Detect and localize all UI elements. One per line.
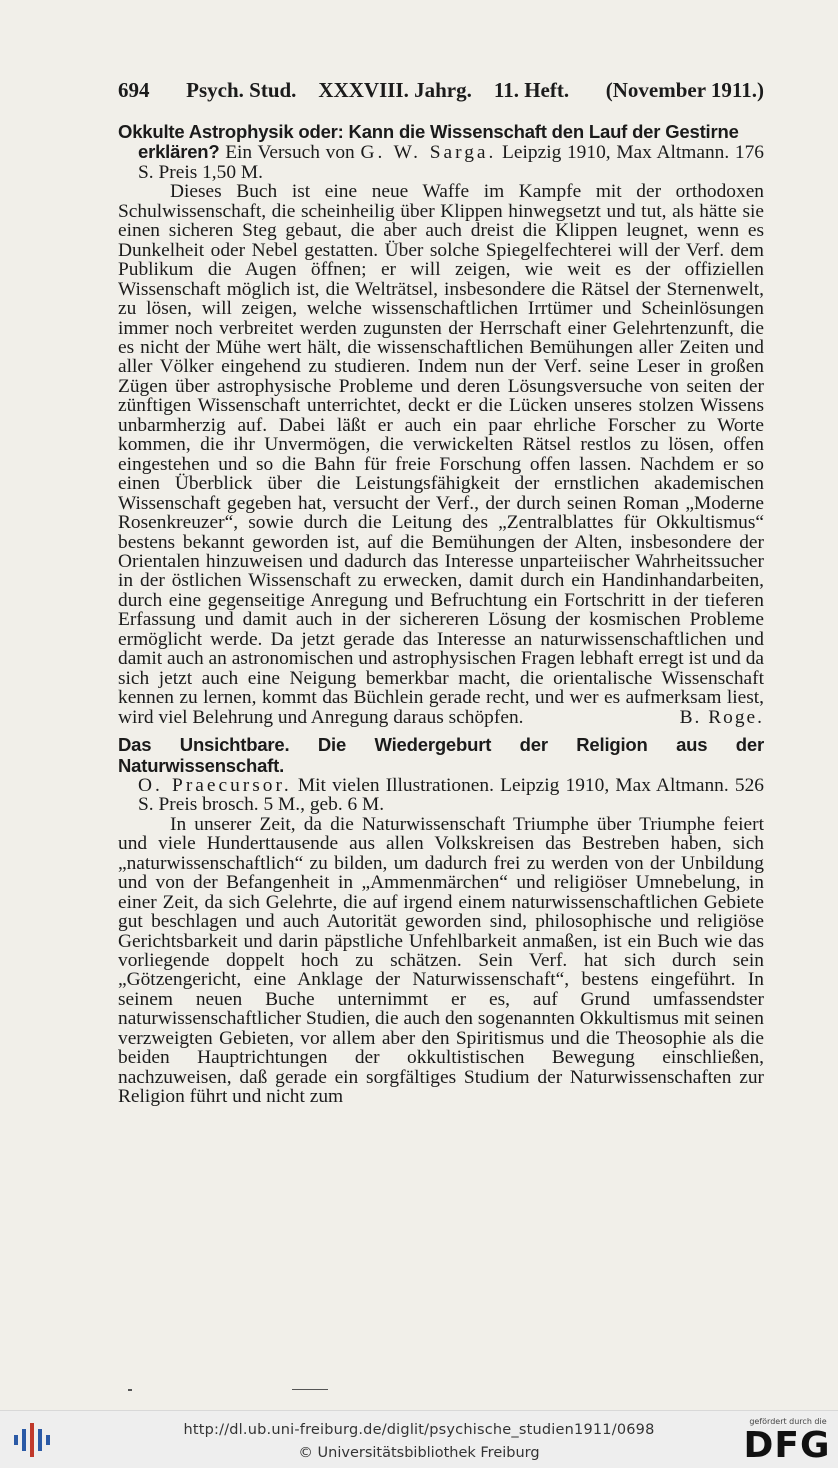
page-number: 694 [118, 78, 150, 102]
book-author-2: O. Praecursor. [138, 774, 292, 796]
review-heading-2 [118, 735, 764, 815]
journal-title [186, 78, 569, 103]
issue-date: (November 1911.) [605, 78, 764, 102]
permalink-url[interactable]: http://dl.ub.uni-freiburg.de/diglit/psychische_studien1911/0698 [183, 1422, 655, 1438]
print-rule [292, 1389, 328, 1390]
review-text-2 [118, 815, 764, 1107]
volume-year: XXXVIII. Jahrg. [318, 78, 472, 102]
review-text-1 [118, 182, 764, 727]
journal-abbrev: Psych. Stud. [186, 78, 297, 102]
dfg-logo[interactable]: DFG [743, 1425, 831, 1466]
dfg-funding-note: gefördert durch die [749, 1417, 827, 1426]
book-title-2: Das Unsichtbare. Die Wiedergeburt der Religion aus der Naturwissenschaft. [118, 734, 764, 776]
review-heading-1 [118, 122, 764, 182]
review-body-2: In unserer Zeit, da die Naturwissenschaft Triumphe über Triumphe feiert und viele Hunderttausende aus allen Volkskreisen das Bestreben haben, sich „naturwissenschaftlich“ zu bilden, um dadurch frei zu werden von der Unbildung und von der Befangenheit in „Ammenmärchen“ und religiöser Umnebelung, in einer Zeit, da sich Gelehrte, die auf irgend einem naturwissenschaftlichen Gebiete gut beschlagen und auch Autorität geworden sind, philosophische und religiöse Gerichtsbarkeit und darin päpstliche Unfehlbarkeit anmaßen, ist ein Buch wie das vorliegende doppelt hoch zu schätzen. Sein Verf. hat sich durch sein „Götzengericht, eine Anklage der Naturwissenschaft“, bestens eingeführt. In seinem neuen Buche unternimmt er es, auf Grund umfassendster naturwissenschaftlicher Studien, die auch den sogenannten Okkultismus mit seinen verzweigten Gebieten, vor allem aber den Spiritismus und die Theosophie als die beiden Hauptrichtungen der okkultistischen Bewegung einschließen, nachzuweisen, daß gerade ein sorgfältiges Studium der Naturwissenschaften zur Religion führt und nicht zum [118, 813, 764, 1108]
print-mark [128, 1389, 132, 1391]
publication-text-1b: Leipzig 1910, Max Altmann. 176 S. Preis 1,50 M. [138, 142, 764, 183]
reviewer-signature: B. Roge. [679, 706, 764, 728]
viewer-footer [0, 1410, 838, 1468]
book-title-1a: Okkulte Astrophysik oder: Kann die Wissenschaft den Lauf der Gestirne [118, 121, 739, 142]
review-body-1: Dieses Buch ist eine neue Waffe im Kampfe mit der orthodoxen Schulwissenschaft, die scheinheilig über Klippen hinwegsetzt und tut, als hätte sie einen sicheren Steg gebaut, die aber auch dreist die Klippen leugnet, wenn es Dunkelheit oder Nebel gestatten. Über solche Spiegelfechterei will der Verf. dem Publikum die Augen öffnen; er will zeigen, wie weit es der offiziellen Wissenschaft möglich ist, die Welträtsel, insbesondere die Rätsel der Sternenwelt, zu lösen, will zeigen, welche wissenschaftlichen Irrtümer und Scheinlösungen immer noch verbreitet werden zugunsten der Herrschaft einer Gelehrtenzunft, die es nicht der Mühe wert hält, die wissenschaftlichen Bemühungen aller Zeiten und aller Völker eingehend zu studieren. Indem nun der Verf. seine Leser in großen Zügen über astrophysische Probleme und deren Lösungsversuche von seiten der zünftigen Wissenschaft unterrichtet, deckt er die Lücken unseres stolzen Wissens unbarmherzig auf. Dabei läßt er auch ein paar ehrliche Forscher zu Worte kommen, die ihr Unvermögen, die verwickelten Rätsel restlos zu lösen, offen eingestehen und so die Bahn für freie Forschung offen lassen. Nachdem er so einen Überblick über die Leistungsfähigkeit der ernstlichen akademischen Wissenschaft gegeben hat, versucht der Verf., der durch seinen Roman „Moderne Rosenkreuzer“, sowie durch die Leitung des „Zentralblattes für Okkultismus“ bestens bekannt geworden ist, auf die Bemühungen der Alten, insbesondere der Orientalen hinzuweisen und dadurch das Interesse unparteiischer Wahrheitssucher in der östlichen Wissenschaft zu erwecken, damit durch ein Handinhandarbeiten, durch eine gegenseitige Anregung und Befruchtung ein Fortschritt in der tieferen Erfassung und damit auch in der sichereren Lösung der kosmischen Probleme ermöglicht werde. Da jetzt gerade das Interesse an naturwissenschaftlichen und damit auch an astronomischen und astrophysischen Fragen lebhaft erregt ist und da sich jetzt auch eine Neigung bemerkbar macht, die orientalische Wissenschaft kennen zu lernen, kommt das Büchlein gerade recht, und wer es aufmerksam liest, wird viel Belehrung und Anregung daraus schöpfen. [118, 181, 764, 728]
book-author-1: G. W. Sarga. [360, 142, 497, 164]
issue-number: 11. Heft. [493, 78, 570, 102]
copyright-notice: © Universitätsbibliothek Freiburg [298, 1445, 540, 1461]
publication-text-1a: Ein Versuch von [219, 142, 361, 164]
running-header [118, 78, 764, 103]
publication-text-2b: Mit vielen Illustrationen. Leipzig 1910, Max Altmann. 526 S. Preis brosch. 5 M., geb. 6 M. [138, 774, 765, 816]
page-bottom-marks [0, 1380, 838, 1400]
page-body [118, 122, 764, 1107]
book-title-1b: erklären? [138, 141, 220, 163]
